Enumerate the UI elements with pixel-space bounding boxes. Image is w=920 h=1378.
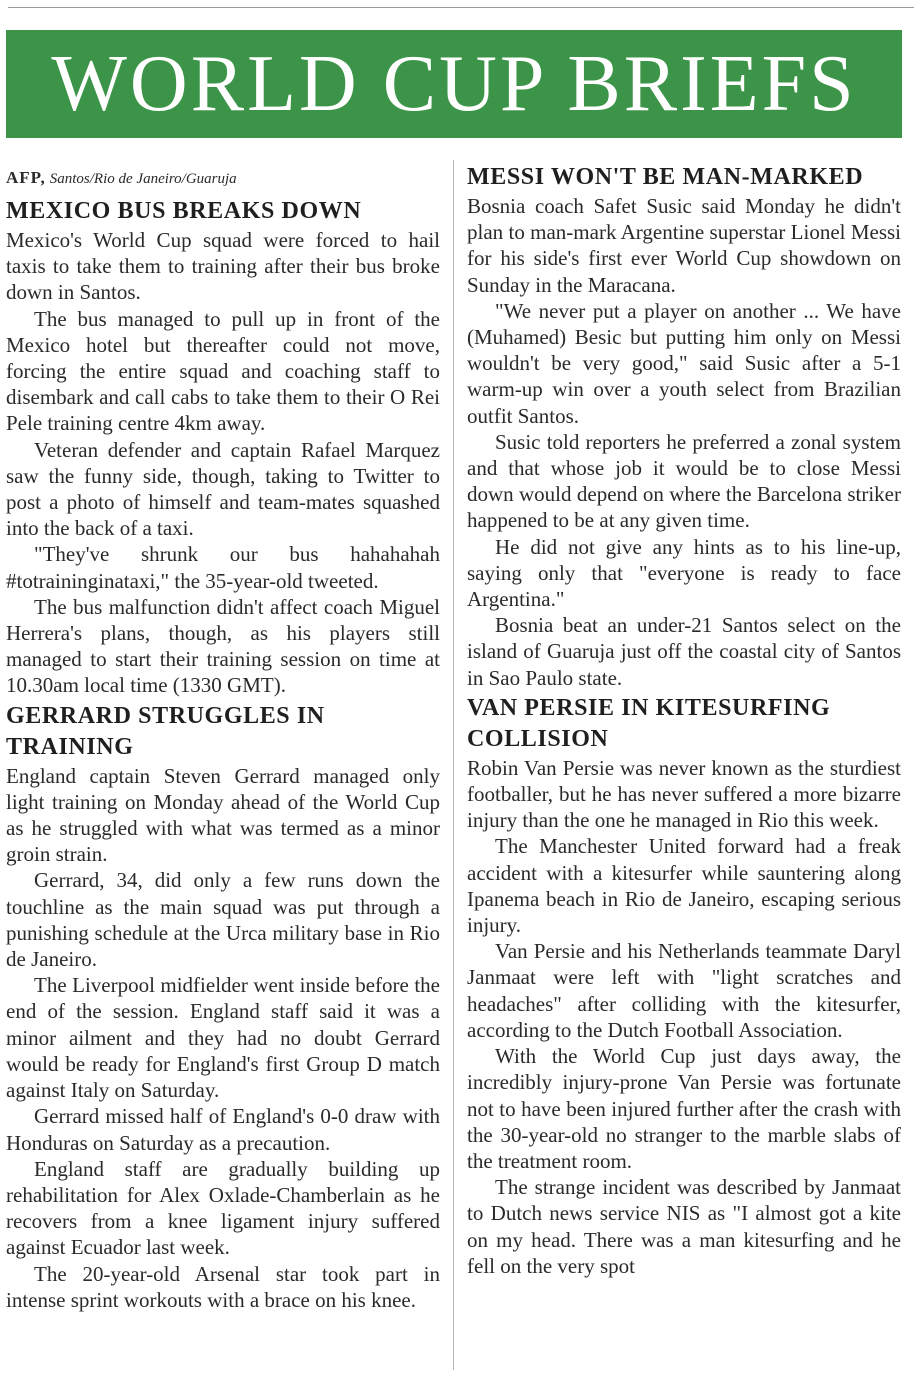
story-paragraph: Gerrard missed half of England's 0-0 draw with Honduras on Saturday as a precaution. (6, 1104, 440, 1155)
story-paragraph: The strange incident was described by Janmaat to Dutch news service NIS as "I almost got a kite on my head. There was a man kitesurfing and he fell on the very spot (467, 1175, 901, 1278)
section-title: WORLD CUP BRIEFS (51, 40, 857, 128)
story-paragraph: Bosnia beat an under-21 Santos select on the island of Guaruja just off the coastal city of Santos in Sao Paulo state. (467, 613, 901, 690)
byline-agency: AFP, (6, 168, 46, 187)
story-paragraph: The 20-year-old Arsenal star took part in intense sprint workouts with a brace on his knee. (6, 1261, 440, 1312)
byline (6, 165, 440, 192)
story-headline: MEXICO BUS BREAKS DOWN (6, 198, 362, 224)
story-gerrard (6, 701, 440, 1313)
top-rule (8, 7, 914, 8)
story-paragraph: The bus malfunction didn't affect coach Miguel Herrera's plans, though, as his players still managed to start their training session on time at 10.30am local time (1330 GMT). (6, 594, 440, 698)
story-paragraph: "They've shrunk our bus hahahahah #totraininginataxi," the 35-year-old tweeted. (6, 542, 440, 593)
story-paragraph: The bus managed to pull up in front of the Mexico hotel but thereafter could not move, forcing the entire squad and coaching staff to disembark and call cabs to take them to their O Rei Pele training centre 4km away. (6, 306, 440, 436)
story-paragraph: Susic told reporters he preferred a zonal system and that whose job it would be to close Messi down would depend on where the Barcelona striker happened to be at any given time. (467, 429, 901, 533)
story-paragraph: The Manchester United forward had a freak accident with a kitesurfer while sauntering along Ipanema beach in Rio de Janeiro, escaping serious injury. (467, 834, 901, 938)
story-van-persie (467, 693, 901, 1279)
left-column (6, 162, 440, 1315)
story-paragraph: The Liverpool midfielder went inside before the end of the session. England staff said it was a minor ailment and they had no doubt Gerrard would be ready for England's first Group D match against Italy on Saturday. (6, 973, 440, 1103)
story-headline: MESSI WON'T BE MAN-MARKED (467, 164, 864, 190)
story-paragraph: With the World Cup just days away, the incredibly injury-prone Van Persie was fortunate not to have been injured further after the crash with the 30-year-old no stranger to the marble slabs of the treatment room. (467, 1044, 901, 1173)
story-paragraph: Gerrard, 34, did only a few runs down the touchline as the main squad was put through a punishing schedule at the Urca military base in Rio de Janeiro. (6, 868, 440, 972)
story-headline: GERRARD STRUGGLES IN TRAINING (6, 702, 325, 760)
story-paragraph: Van Persie and his Netherlands teammate Daryl Janmaat were left with "light scratches and headaches" after colliding with the kitesurfer, according to the Dutch Football Association. (467, 939, 901, 1042)
story-mexico-bus (6, 196, 440, 699)
story-messi (467, 162, 901, 691)
story-paragraph: England staff are gradually building up rehabilitation for Alex Oxlade-Chamberlain as he recovers from a knee ligament injury suffered against Ecuador last week. (6, 1156, 440, 1260)
section-banner (6, 30, 902, 138)
story-paragraph: "We never put a player on another ... We have (Muhamed) Besic but putting him only on Messi wouldn't be very good," said Susic after a 5-1 warm-up win over a youth select from Brazilian outfit Santos. (467, 298, 901, 428)
story-paragraph: England captain Steven Gerrard managed only light training on Monday ahead of the World Cup as he struggled with what was termed as a minor groin strain. (6, 763, 440, 867)
column-divider (453, 160, 454, 1370)
right-column (467, 162, 901, 1281)
byline-places: Santos/Rio de Janeiro/Guaruja (49, 171, 237, 187)
story-paragraph: He did not give any hints as to his line-up, saying only that "everyone is ready to face Argentina." (467, 534, 901, 612)
story-paragraph: Bosnia coach Safet Susic said Monday he didn't plan to man-mark Argentine superstar Lionel Messi for his side's first ever World Cup showdown on Sunday in the Maracana. (467, 194, 901, 297)
story-paragraph: Veteran defender and captain Rafael Marquez saw the funny side, though, taking to Twitter to post a photo of himself and team-mates squashed into the back of a taxi. (6, 437, 440, 541)
story-headline: VAN PERSIE IN KITESURFING COLLISION (467, 694, 831, 752)
story-paragraph: Mexico's World Cup squad were forced to hail taxis to take them to training after their bus broke down in Santos. (6, 228, 440, 305)
story-paragraph: Robin Van Persie was never known as the sturdiest footballer, but he has never suffered a more bizarre injury than the one he managed in Rio this week. (467, 755, 901, 833)
